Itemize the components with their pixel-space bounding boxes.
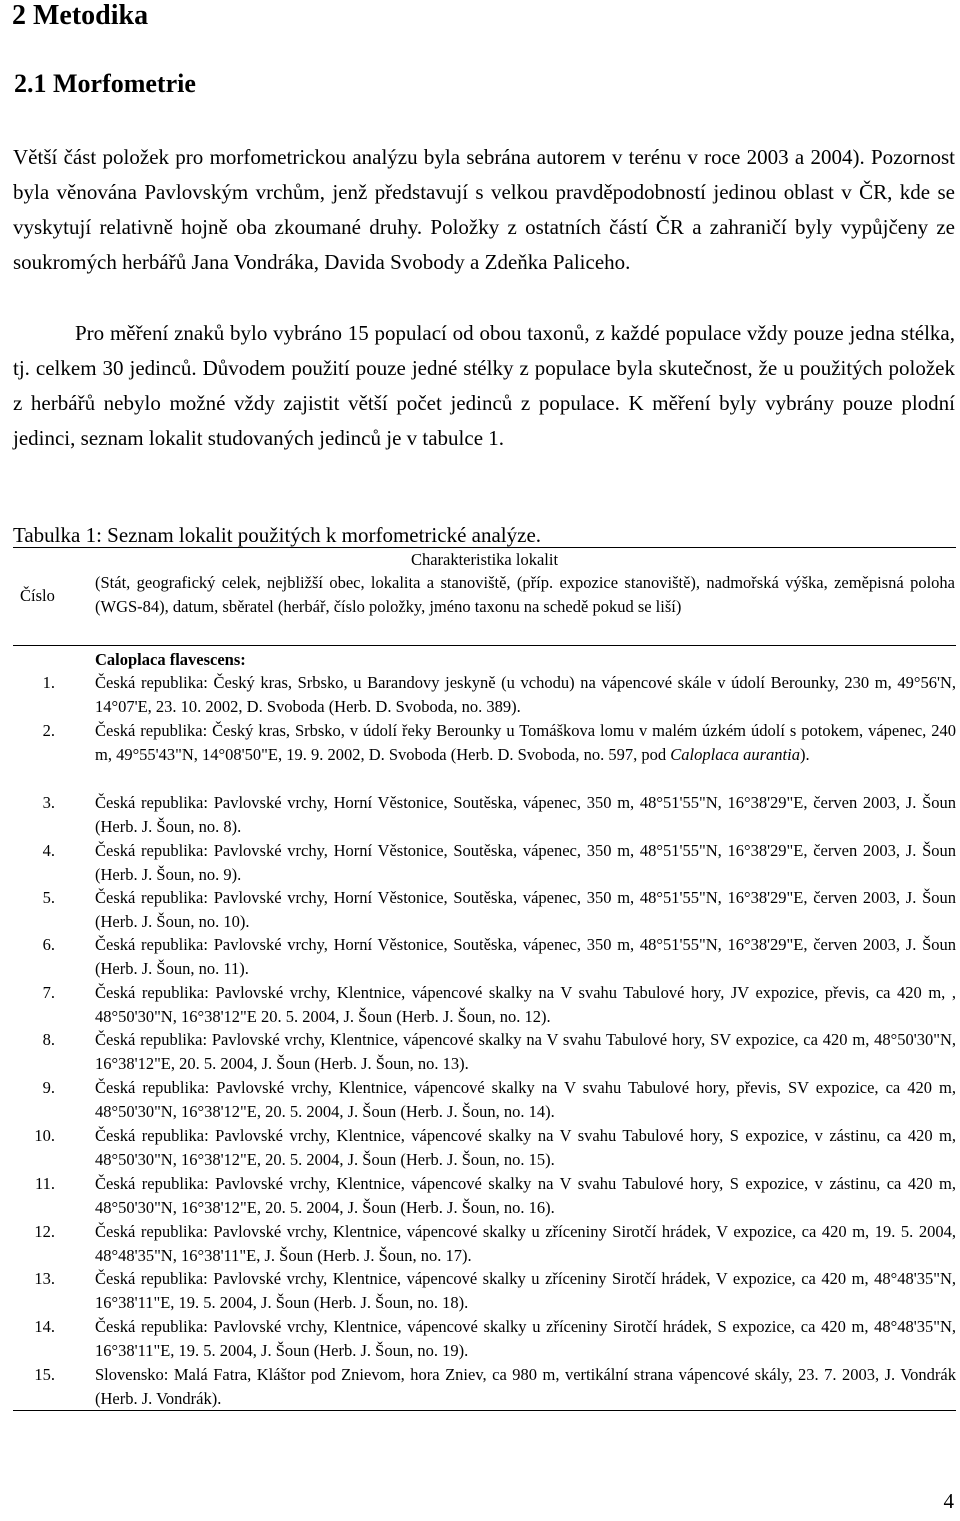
row-locality-text: Česká republika: Český kras, Srbsko, v údolí řeky Berounky u Tomáškova lomu v malém úzkém údolí s potokem, vápenec, 240 m, 49°55'43"N, 14°08'50"E, 19. 9. 2002, D. Svoboda (Herb. D. Svoboda, no. 597, pod	[95, 721, 956, 764]
row-locality	[95, 981, 956, 1029]
row-number: 8.	[42, 1030, 55, 1049]
row-number: 7.	[42, 983, 55, 1002]
row-locality	[95, 839, 956, 887]
row-taxon-name: Caloplaca aurantia	[670, 745, 800, 764]
table-header-description: (Stát, geografický celek, nejbližší obec, lokalita a stanoviště, (příp. expozice stanoviště), nadmořská výška, zeměpisná poloha (WGS-84), datum, sběratel (herbář, číslo položky, jméno taxonu na schedě pokud se liší)	[95, 573, 955, 616]
row-number: 10.	[34, 1126, 55, 1145]
row-number: 12.	[34, 1222, 55, 1241]
row-locality-text: Česká republika: Pavlovské vrchy, Klentnice, vápencové skalky u zříceniny Sirotčí hrádek, V expozice, ca 420 m, 19. 5. 2004, 48°48'35"N, 16°38'11"E, J. Šoun (Herb. J. Šoun, no. 17).	[95, 1222, 956, 1265]
row-number: 6.	[42, 935, 55, 954]
row-locality	[95, 933, 956, 981]
row-locality-tail: ).	[799, 745, 810, 764]
row-number: 14.	[34, 1317, 55, 1336]
row-locality-text: Česká republika: Pavlovské vrchy, Horní Věstonice, Soutěska, vápenec, 350 m, 48°51'55"N, 16°38'29"E, červen 2003, J. Šoun (Herb. J. Šoun, no. 8).	[95, 793, 956, 836]
row-locality	[95, 1267, 956, 1315]
row-number: 15.	[34, 1365, 55, 1384]
row-number: 3.	[42, 793, 55, 812]
table-bottom-rule	[13, 1410, 956, 1411]
row-locality-text: Česká republika: Český kras, Srbsko, u Barandovy jeskyně (u vchodu) na vápencové skále v údolí Berounky, 230 m, 49°56'N, 14°07'E, 23. 10. 2002, D. Svoboda (Herb. D. Svoboda, no. 389).	[95, 673, 956, 716]
row-number: 4.	[42, 841, 55, 860]
row-locality-text: Česká republika: Pavlovské vrchy, Klentnice, vápencové skalky na V svahu Tabulové hory, JV expozice, převis, ca 420 m, , 48°50'30"N, 16°38'12"E 20. 5. 2004, J. Šoun (Herb. J. Šoun, no. 12).	[95, 983, 956, 1026]
row-locality	[95, 1315, 956, 1363]
row-locality-text: Česká republika: Pavlovské vrchy, Horní Věstonice, Soutěska, vápenec, 350 m, 48°51'55"N, 16°38'29"E, červen 2003, J. Šoun (Herb. J. Šoun, no. 11).	[95, 935, 956, 978]
row-locality	[95, 719, 956, 767]
row-number: 11.	[34, 1174, 55, 1193]
paragraph-1: Větší část položek pro morfometrickou analýzu byla sebrána autorem v terénu v roce 2003 a 2004). Pozornost byla věnována Pavlovským vrchům, jenž představují s velkou pravděpodobností jedinou oblast v ČR, kde se vyskytují relativně hojně oba zkoumané druhy. Položky z ostatních částí ČR a zahraničí byly vypůjčeny ze soukromých herbářů Jana Vondráka, Davida Svobody a Zdeňka Paliceho.	[13, 145, 955, 274]
table-caption: Tabulka 1: Seznam lokalit použitých k morfometrické analýze.	[13, 523, 542, 547]
section-heading: 2 Metodika	[12, 0, 149, 31]
row-number: 13.	[34, 1269, 55, 1288]
row-locality	[95, 1124, 956, 1172]
table-header-number: Číslo	[20, 586, 55, 605]
row-locality	[95, 1076, 956, 1124]
row-locality-text: Česká republika: Pavlovské vrchy, Klentnice, vápencové skalky na V svahu Tabulové hory, SV expozice, ca 420 m, 48°50'30"N, 16°38'12"E, 20. 5. 2004, J. Šoun (Herb. J. Šoun, no. 13).	[95, 1030, 956, 1073]
row-locality-text: Česká republika: Pavlovské vrchy, Klentnice, vápencové skalky na V svahu Tabulové hory, S expozice, v zástinu, ca 420 m, 48°50'30"N, 16°38'12"E, 20. 5. 2004, J. Šoun (Herb. J. Šoun, no. 16).	[95, 1174, 956, 1217]
table-header-title: Charakteristika lokalit	[410, 550, 559, 569]
row-locality	[95, 1028, 956, 1076]
row-locality-text: Česká republika: Pavlovské vrchy, Klentnice, vápencové skalky na V svahu Tabulové hory, S expozice, v zástinu, ca 420 m, 48°50'30"N, 16°38'12"E, 20. 5. 2004, J. Šoun (Herb. J. Šoun, no. 15).	[95, 1126, 956, 1169]
row-locality	[95, 1220, 956, 1268]
row-locality	[95, 1363, 956, 1411]
row-locality-text: Česká republika: Pavlovské vrchy, Klentnice, vápencové skalky u zříceniny Sirotčí hrádek, S expozice, ca 420 m, 48°48'35"N, 16°38'11"E, 19. 5. 2004, J. Šoun (Herb. J. Šoun, no. 19).	[95, 1317, 956, 1360]
table-header-rule	[13, 645, 956, 646]
row-locality	[95, 791, 956, 839]
species-name: Caloplaca flavescens:	[95, 650, 246, 669]
row-number: 1.	[42, 673, 55, 692]
row-locality	[95, 671, 956, 719]
row-locality-text: Česká republika: Pavlovské vrchy, Klentnice, vápencové skalky na V svahu Tabulové hory, převis, SV expozice, ca 420 m, 48°50'30"N, 16°38'12"E, 20. 5. 2004, J. Šoun (Herb. J. Šoun, no. 14).	[95, 1078, 956, 1121]
row-locality-text: Česká republika: Pavlovské vrchy, Horní Věstonice, Soutěska, vápenec, 350 m, 48°51'55"N, 16°38'29"E, červen 2003, J. Šoun (Herb. J. Šoun, no. 9).	[95, 841, 956, 884]
row-locality-text: Slovensko: Malá Fatra, Kláštor pod Znievom, hora Zniev, ca 980 m, vertikální strana vápencové skály, 23. 7. 2003, J. Vondrák (Herb. J. Vondrák).	[95, 1365, 956, 1408]
row-locality-text: Česká republika: Pavlovské vrchy, Horní Věstonice, Soutěska, vápenec, 350 m, 48°51'55"N, 16°38'29"E, červen 2003, J. Šoun (Herb. J. Šoun, no. 10).	[95, 888, 956, 931]
paragraph-2: Pro měření znaků bylo vybráno 15 populací od obou taxonů, z každé populace vždy pouze jedna stélka, tj. celkem 30 jedinců. Důvodem použití pouze jedné stélky z populace byla skutečnost, že u použitých položek z herbářů nebylo možné vždy zajistit větší počet jedinců z populace. K měření byly vybrány pouze plodní jedinci, seznam lokalit studovaných jedinců je v tabulce 1.	[13, 321, 955, 450]
row-number: 2.	[42, 721, 55, 740]
row-number: 5.	[42, 888, 55, 907]
subsection-heading: 2.1 Morfometrie	[14, 69, 196, 98]
row-number: 9.	[42, 1078, 55, 1097]
page-number: 4	[943, 1489, 954, 1513]
row-locality	[95, 1172, 956, 1220]
row-locality-text: Česká republika: Pavlovské vrchy, Klentnice, vápencové skalky u zříceniny Sirotčí hrádek, V expozice, ca 420 m, 48°48'35"N, 16°38'11"E, 19. 5. 2004, J. Šoun (Herb. J. Šoun, no. 18).	[95, 1269, 956, 1312]
row-locality	[95, 886, 956, 934]
